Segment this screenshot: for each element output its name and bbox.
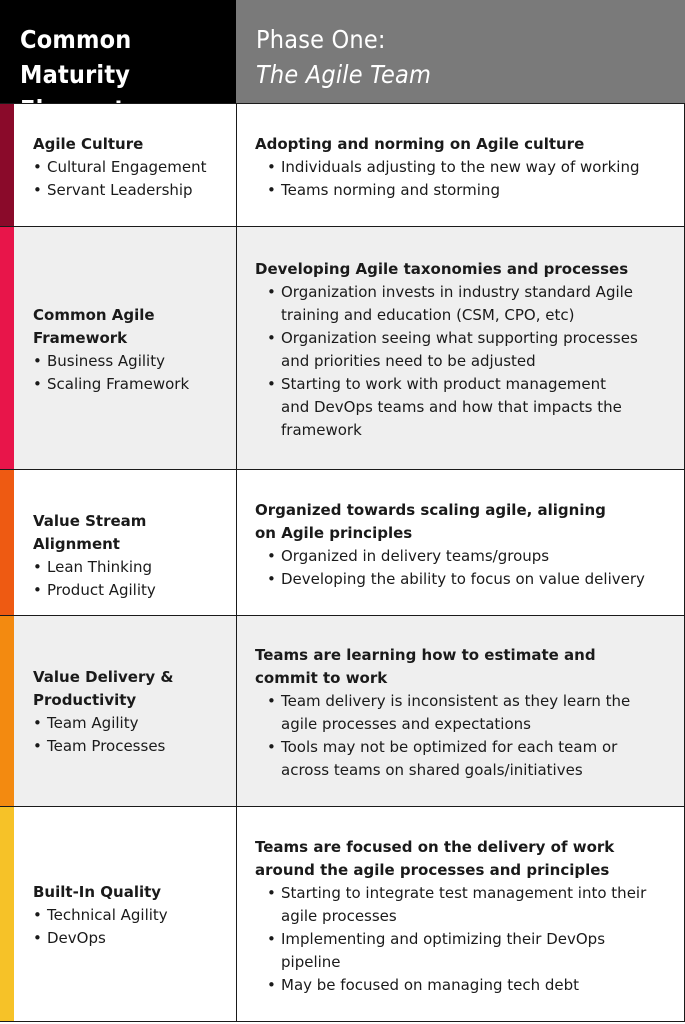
row-color-bar — [0, 227, 14, 469]
element-title: Agile Culture — [33, 135, 144, 153]
column-divider — [236, 807, 237, 1022]
list-item: • Tools may not be optimized for each team or across teams on shared goals/initiatives — [267, 736, 662, 782]
header-elements-line2: Elements — [20, 95, 139, 124]
table-bottom-border — [0, 1021, 685, 1022]
header-phase-title — [256, 22, 431, 92]
list-item: • Organization invests in industry standard Agile training and education (CSM, CPO, etc) — [267, 281, 667, 327]
column-divider — [236, 470, 237, 615]
phase-items — [267, 690, 662, 782]
phase-items — [267, 281, 667, 442]
phase-cell — [255, 133, 675, 202]
header-phase-line2: The Agile Team — [256, 60, 432, 89]
list-item: • Organized in delivery teams/groups — [267, 545, 677, 568]
phase-title: Teams are learning how to estimate and commit to work — [255, 646, 596, 687]
list-item: • Teams norming and storming — [267, 179, 675, 202]
table-row — [0, 469, 685, 615]
list-item: • Team Agility — [33, 712, 233, 735]
column-divider — [236, 227, 237, 469]
element-cell — [33, 666, 183, 758]
element-cell — [33, 133, 233, 202]
row-color-bar — [0, 470, 14, 615]
phase-title: Teams are focused on the delivery of work around the agile processes and principles — [255, 838, 615, 879]
list-item: • Organization seeing what supporting processes and priorities need to be adjusted — [267, 327, 667, 373]
phase-title: Adopting and norming on Agile culture — [255, 135, 585, 153]
element-items — [33, 350, 233, 396]
element-cell — [33, 510, 233, 602]
list-item: • Technical Agility — [33, 904, 233, 927]
row-color-bar — [0, 616, 14, 806]
list-item: • Starting to work with product management and DevOps teams and how that impacts the framework — [267, 373, 636, 442]
row-color-bar — [0, 807, 14, 1022]
phase-cell — [255, 499, 675, 591]
phase-items — [267, 545, 677, 591]
element-items — [33, 904, 233, 950]
phase-cell — [255, 644, 675, 782]
list-item: • Developing the ability to focus on value delivery — [267, 568, 677, 591]
list-item: • May be focused on managing tech debt — [267, 974, 672, 997]
element-items — [33, 712, 233, 758]
phase-cell — [255, 836, 675, 997]
list-item: • Scaling Framework — [33, 373, 233, 396]
phase-title: Developing Agile taxonomies and processes — [255, 260, 629, 278]
element-cell — [33, 304, 190, 396]
element-title: Value Delivery & Productivity — [33, 668, 174, 709]
list-item: • Starting to integrate test management into their agile processes — [267, 882, 672, 928]
row-color-bar — [0, 104, 14, 226]
element-title: Built-In Quality — [33, 883, 162, 901]
table-row — [0, 103, 685, 226]
list-item: • Business Agility — [33, 350, 233, 373]
list-item: • Implementing and optimizing their DevOps pipeline — [267, 928, 626, 974]
list-item: • Cultural Engagement — [33, 156, 233, 179]
header-phase-line1: Phase One: — [256, 25, 386, 54]
header-phase-cell — [236, 0, 685, 103]
header-elements-cell — [0, 0, 236, 124]
list-item: • DevOps — [33, 927, 233, 950]
table-row — [0, 615, 685, 806]
table-row — [0, 806, 685, 1022]
list-item: • Servant Leadership — [33, 179, 233, 202]
element-items — [33, 556, 233, 602]
list-item: • Lean Thinking — [33, 556, 233, 579]
table-row — [0, 226, 685, 469]
element-title: Common Agile Framework — [33, 306, 155, 347]
element-cell — [33, 881, 233, 950]
column-divider — [236, 616, 237, 806]
list-item: • Team Processes — [33, 735, 233, 758]
element-title: Value Stream Alignment — [33, 512, 147, 553]
list-item: • Team delivery is inconsistent as they learn the agile processes and expectations — [267, 690, 662, 736]
phase-items — [267, 156, 675, 202]
column-divider — [236, 104, 237, 226]
list-item: • Individuals adjusting to the new way of working — [267, 156, 675, 179]
list-item: • Product Agility — [33, 579, 233, 602]
element-items — [33, 156, 233, 202]
header-elements-line1: Common Maturity — [20, 25, 132, 89]
phase-items — [267, 882, 672, 997]
phase-cell — [255, 258, 675, 442]
phase-title: Organized towards scaling agile, aligning on Agile principles — [255, 501, 606, 542]
